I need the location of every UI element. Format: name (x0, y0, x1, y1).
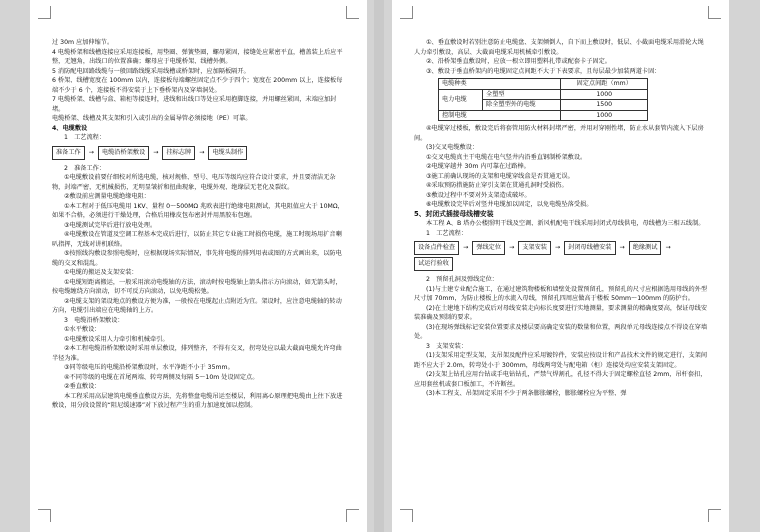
paragraph: ①电缆的搬运及支架安装： (64, 269, 138, 276)
paragraph: (2)在土建地下结构完成后对母线安装走向标长度要进行实地测量，要求测量的精确度要高，保证母线安装准确及预制的要求。 (414, 304, 708, 321)
document-page-left (30, 0, 367, 532)
flow-step: 封闭母线槽安装 (564, 241, 615, 255)
paragraph: ④电缆敷设在管道及空调工程基本完成后进行，以防止其它专业施工时损伤电缆，施工时现场用扩音喇叭指挥，无线对讲机联络。 (52, 231, 342, 248)
paragraph: (3)在现场弹线标记安装位置要求及楼层要高确定安装的数量和位置，两段单元母线连接点不得设在穿墙处。 (414, 323, 708, 340)
table-cell: 电力电缆 (439, 89, 483, 110)
paragraph: (2)支架上钻孔应用台钻或手电钻钻孔，严禁气焊割孔，孔径不得大于固定螺栓直径 2mm，吊杆套扣，应用套丝机或套口板加工，不许断丝。 (414, 371, 707, 388)
paragraph: 2 准备工作： (64, 164, 106, 172)
flow-step: 电缆头制作 (208, 146, 247, 160)
paragraph: ④电缆穿过楼板，敷设完后将套管用防火材料封堵严密，并用对穿刚性堵，防止水从套管内流入下层房间。 (414, 125, 704, 142)
crop-mark (400, 509, 413, 522)
crop-mark (708, 509, 721, 522)
arrow-right-icon: → (509, 244, 515, 251)
document-page-right (392, 0, 729, 532)
process-flow (52, 146, 345, 160)
paragraph: ①本工程对于低压电缆用 1KV、量程 0～500MΩ 兆欧表进行绝缘电阻测试，其电阻值应大于 10MΩ，如果不合格，必须进行干燥处理，合格后用橡皮包布密封并用黑胶布包缠。 (52, 202, 344, 219)
flow-step: 设备点件检查 (414, 241, 459, 255)
paragraph: (3)本工程支、吊架固定采用不少于两条膨胀螺栓，膨胀螺栓应为平整、弹 (426, 390, 627, 397)
subheading: 1 工艺流程： (64, 134, 106, 141)
subheading: 1 工艺流程： (426, 229, 468, 237)
paragraph: (1)支架采用定型支架，支吊架及配件应采用镀锌件，安装应按设计和产品技术文件的规定进行，支架间距不应大于 2.0m，转弯处小于 300mm，母线两弯处与配电箱（柜）连接处均应安装支架固定。 (414, 352, 708, 369)
paragraph: 过 30m 应加伸缩节。 (52, 39, 114, 46)
paragraph: 电缆桥架、线槽及其支架和引入或引出的金属导管必须接地（PE）可靠。 (52, 115, 252, 122)
table-cell: 除全塑型外的电缆 (483, 100, 561, 111)
paragraph: 5 消防配电回路线缆与一般回路线缆采用线槽或桥架时，应加隔板隔开。 (52, 67, 250, 75)
paragraph: (1)与土建专业配合施工，在通过建筑物楼板和墙壁处设置预留孔，预留孔的尺寸应根据选用母线的外型尺寸加 70mm，为防止楼板上的水流入母线，预留孔四周应做高于楼板 50mm～100mm 的防护台。 (414, 285, 708, 302)
paragraph: ⑥电缆敷设完毕后对竖井电缆加以固定，以免电缆坠落受损。 (426, 201, 593, 208)
page-content[interactable] (414, 38, 707, 399)
paragraph: ③同等级电压的电缆沿桥架敷设时，水平净距不小于 35mm。 (64, 364, 234, 371)
paragraph: ②敷设前应测量电缆绝缘电阻： (64, 193, 150, 200)
section-heading: 4、电缆敷设 (52, 124, 88, 132)
page-gap (374, 0, 384, 532)
paragraph: ②、沿桥架垂直敷设时，应放一根立即用塑料扎带或配套卡子固定。 (426, 58, 611, 65)
paragraph: ④采取预防措施防止穿引支架在贯通孔洞时受损伤。 (426, 182, 568, 189)
paragraph: ①水平敷设： (64, 326, 101, 333)
table-cell: 1000 (561, 110, 648, 121)
paragraph: 7 电缆桥架、线槽与盒、箱柜等接连时，进线和出线口等处应采用抱脚连接，并用螺丝紧固，末端应加封堵。 (52, 96, 337, 113)
table-header-cell: 固定点间距（mm） (561, 79, 648, 90)
arrow-right-icon: → (199, 148, 205, 156)
paragraph: 6 桥架、线槽宽度在 100mm 以内，连接板每端螺丝固定点不少于四个；宽度在 200mm 以上，连接板每端不少于 6 个，连接板不得安装于上下垂桥架内及穿墙洞处。 (52, 77, 343, 94)
paragraph: 本工程 A、B 塔办公楼照明干线及空调、新风机配电干线采用封闭式母线供电，母线槽为三相五线制。 (426, 220, 705, 227)
crop-mark (38, 509, 51, 522)
paragraph: ①、垂直敷设时若别注意防止电缆盘、支架倾倒人，自下而上敷设时，低层、小截面电缆采用滑轮大绳人力牵引敷设，高层、大截面电缆采用机械牵引敷设。 (414, 39, 704, 56)
table-cell: 1000 (561, 89, 648, 100)
flow-step: 准备工作 (52, 146, 85, 160)
arrow-right-icon: → (153, 148, 159, 156)
table-row (439, 89, 648, 100)
section-heading: 5、封闭式插接母线槽安装 (414, 209, 494, 218)
paragraph: ①电缆敷设前要仔细校对所选电缆，核对规格、型号、电压等级均应符合设计要求，并且要清洁无杂物，封端严密，无机械损伤，无明显皱折和扭曲现象，电缆外观、绝缘层无老化及裂纹。 (52, 174, 336, 191)
arrow-right-icon: → (555, 244, 561, 251)
paragraph: ③施工前确认现场的支架和电缆穿线盒是否贯通无误。 (426, 172, 574, 180)
table-cell: 1500 (561, 100, 648, 111)
crop-mark (346, 6, 359, 19)
spacing-table (438, 78, 648, 121)
flow-step: 电缆沿桥架敷设 (98, 146, 149, 160)
crop-mark (346, 509, 359, 522)
paragraph: (3)交叉电缆敷设： (426, 144, 479, 151)
paragraph: ①电缆短距离搬运，一般采用滚动电缆轴的方法，滚动时按电缆轴上箭头指示方向滚动，如无箭头时，按电缆缠绕方向滚动，切不可反方向滚动，以免电缆松弛。 (52, 278, 342, 295)
flow-step: 弹线定位 (472, 241, 505, 255)
flow-step: 绝缘测试 (629, 241, 662, 255)
table-row (439, 79, 648, 90)
arrow-right-icon: → (665, 244, 671, 251)
flow-step: 支架安装 (518, 241, 551, 255)
arrow-right-icon: → (619, 244, 625, 251)
paragraph: 4 电缆桥架和线槽连接应采用连接板，用垫圈、弹簧垫圈，螺母紧固，接缝处应紧密平直，槽盖装上后应平整，无翘角，出线口的位置准确；螺母应于电缆桥架、线槽外侧。 (52, 48, 343, 65)
paragraph: ⑤按照线沟敷设参照电缆时，应根据现场实际情况，事先将电缆的排列用表或图的方式画出来，以防电缆的交叉和混乱。 (52, 250, 342, 267)
paragraph: ②电缆穿越井 30m 内可靠在过路棒。 (426, 163, 530, 170)
table-header-cell: 电缆种类 (439, 79, 561, 90)
paragraph: ②垂直敷设： (64, 383, 101, 390)
page-content[interactable] (52, 38, 345, 411)
crop-mark (708, 6, 721, 19)
table-row (439, 110, 648, 121)
paragraph: ③电缆测试完毕后进行放电处理。 (64, 221, 157, 229)
paragraph: ①交叉电缆真主干电缆在电气竖井内沿垂直钢制桥架敷设。 (426, 153, 587, 161)
arrow-right-icon: → (88, 148, 94, 156)
paragraph: ⑤敷设过程中不要对外支架造成破坏。 (426, 191, 531, 199)
flow-step: 试运行验收 (414, 257, 453, 271)
crop-mark (38, 6, 51, 19)
paragraph: ②本工程电缆沿桥架敷设时采用单层敷设，排列整齐，不得有交叉，拐弯处应以最大截面电缆允许弯曲半径为准。 (52, 345, 342, 362)
paragraph: ②电缆支架的架设地点的敷设方便为准，一般按在电缆起止点附近为宜。架设时，应注意电缆轴的转动方向，电缆引出端应在电缆轴的上方。 (52, 297, 342, 314)
paragraph: 2 预留孔洞及弹线定位： (426, 276, 498, 283)
paragraph: ④不同等级的电缆在首尾两端、转弯两侧及每隔 5～10m 处设固定点。 (64, 373, 259, 381)
table-cell: 全塑型 (483, 89, 561, 100)
paragraph: ③、敷设于垂直桥架内的电缆固定点间距不大于下表要求，且每层最少加装两道卡固： (426, 67, 661, 75)
flow-step: 挂标志牌 (162, 146, 195, 160)
paragraph: 本工程采用高层建筑电缆垂直敷设方法，先将整盘电缆吊运至楼层，利用离心原理把电缆由上往下放进敷设，用分段设置的“阻尼缓速器”对下放过程产生的重力加速度加以控制。 (52, 392, 343, 409)
table-cell: 控制电缆 (439, 110, 561, 121)
paragraph: 3 电缆沿桥架敷设： (64, 316, 124, 324)
crop-mark (400, 6, 413, 19)
paragraph: ①电缆敷设采用人力牵引和机械牵引。 (64, 335, 169, 343)
arrow-right-icon: → (463, 244, 469, 251)
paragraph: 3 支架安装： (426, 342, 468, 350)
process-flow (414, 241, 707, 271)
